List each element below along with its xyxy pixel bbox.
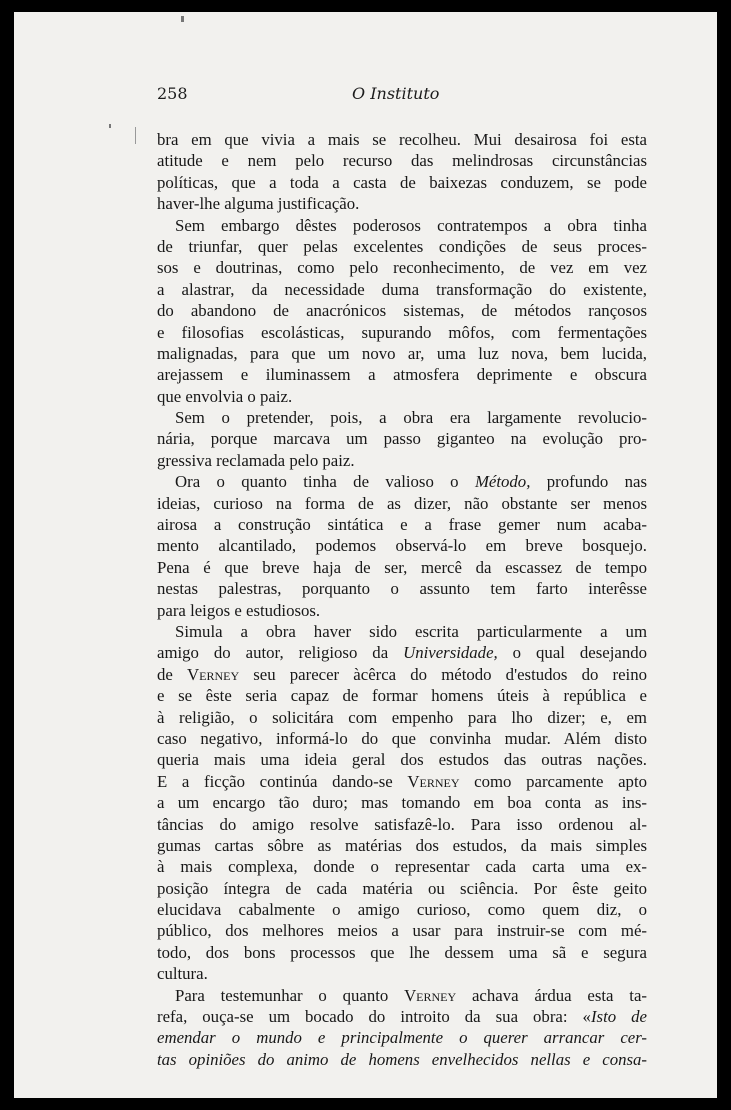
text-line — [157, 771, 647, 792]
text-line: Sem o pretender, pois, a obra era largamente revolucio- — [175, 408, 647, 428]
book-page — [14, 12, 717, 1098]
text-line: Sem embargo dêstes poderosos contratempos a obra tinha — [175, 215, 647, 235]
margin-rule — [135, 127, 136, 144]
italic-text: emendar o mundo e principalmente o querer arrancar cer- — [157, 1028, 647, 1048]
small-caps-text: Verney — [407, 771, 460, 791]
text-line: público, dos melhores meios a usar para instruir-se com mé- — [157, 921, 647, 941]
small-caps-text: Verney — [187, 664, 240, 684]
italic-text: Método, — [474, 472, 531, 492]
text-line: à mais complexa, donde o representar cada carta uma ex- — [157, 857, 647, 877]
margin-tick — [109, 124, 111, 128]
italic-text: tas opiniões do animo de homens envelhecidos nellas e consa- — [157, 1049, 647, 1069]
text-line: Pena é que breve haja de ser, mercê da escassez de tempo — [157, 557, 647, 577]
text-line: queria mais uma ideia geral dos estudos das outras nações. — [157, 750, 647, 770]
italic-text: Isto de — [590, 1007, 647, 1027]
text-line: e se êste seria capaz de formar homens úteis à república e — [157, 686, 647, 706]
text-line: e filosofias escolásticas, supurando môfos, com fermentações — [157, 322, 647, 342]
text-line: que envolvia o paiz. — [157, 386, 293, 406]
text-segment: seu parecer àcêrca do método d'estudos do reino — [239, 664, 647, 684]
text-line: a alastrar, da necessidade duma transformação do existente, — [157, 279, 647, 299]
text-line: Simula a obra haver sido escrita particularmente a um — [175, 621, 647, 641]
text-segment: como parcamente apto — [459, 771, 647, 791]
small-caps-text: Verney — [404, 985, 457, 1005]
text-line: airosa a construção sintática e a frase gemer num acaba- — [157, 515, 647, 535]
text-line: de triunfar, quer pelas excelentes condições de seus proces- — [157, 236, 647, 256]
text-line — [157, 985, 647, 1006]
text-segment: achava árdua esta ta- — [456, 985, 647, 1005]
text-line: nária, porque marcava um passo giganteo na evolução pro- — [157, 429, 647, 449]
text-line: do abandono de anacrónicos sistemas, de métodos rançosos — [157, 301, 647, 321]
page-number: 258 — [157, 84, 188, 103]
text-segment: profundo nas — [530, 472, 647, 492]
text-line: bra em que vivia a mais se recolheu. Mui desairosa foi esta — [157, 130, 647, 149]
text-line: todo, dos bons processos que lhe dessem uma sã e segura — [157, 942, 647, 962]
text-segment: refa, ouça-se um bocado do introito da sua obra: « — [157, 1007, 591, 1027]
body-text — [157, 129, 647, 1070]
text-line: políticas, que a toda a casta de baixezas conduzem, se pode — [157, 172, 647, 192]
text-line: mento alcantilado, podemos observá-lo em breve bosquejo. — [157, 536, 647, 556]
margin-speck — [181, 16, 184, 22]
text-line — [157, 1027, 647, 1048]
text-line: gumas cartas sôbre as matérias dos estudos, da mais simples — [157, 835, 647, 855]
text-line: à religião, o solicitára com empenho para lho dizer; e, em — [157, 707, 647, 727]
text-line: para leigos e estudiosos. — [157, 600, 321, 620]
running-title: O Instituto — [352, 84, 440, 103]
text-line: sos e doutrinas, como pelo reconhecimento, de vez em vez — [157, 258, 647, 278]
text-line: posição íntegra de cada matéria ou sciência. Por êste geito — [157, 878, 647, 898]
text-segment: de — [157, 664, 187, 684]
text-line — [157, 1006, 647, 1027]
text-line — [157, 664, 647, 685]
text-line: atitude e nem pelo recurso das melindrosas circunstâncias — [157, 151, 647, 171]
text-line: haver-lhe alguma justificação. — [157, 194, 360, 214]
text-line: arejassem e iluminassem a atmosfera deprimente e obscura — [157, 365, 647, 385]
text-segment: o qual desejando — [497, 643, 647, 663]
text-line: ideias, curioso na forma de as dizer, não obstante ser menos — [157, 493, 647, 513]
text-line — [157, 642, 647, 663]
text-line — [157, 1049, 647, 1070]
text-segment: Para testemunhar o quanto — [175, 985, 405, 1005]
text-line: gressiva reclamada pelo paiz. — [157, 450, 355, 470]
text-line: cultura. — [157, 964, 208, 984]
italic-text: Universidade, — [403, 643, 498, 663]
text-line: tâncias do amigo resolve satisfazê-lo. Para isso ordenou al- — [157, 814, 647, 834]
text-segment: amigo do autor, religioso da — [157, 643, 404, 663]
text-line — [157, 471, 647, 492]
text-segment: Ora o quanto tinha de valioso o — [175, 472, 475, 492]
text-segment: E a ficção continúa dando-se — [157, 771, 408, 791]
text-line: malignadas, para que um novo ar, uma luz nova, bem lucida, — [157, 343, 647, 363]
text-line: caso negativo, informá-lo do que convinha mudar. Além disto — [157, 728, 647, 748]
text-line: elucidava cabalmente o amigo curioso, como quem diz, o — [157, 900, 647, 920]
text-line: a um encargo tão duro; mas tomando em boa conta as ins- — [157, 793, 647, 813]
page-header — [157, 78, 647, 106]
text-line: nestas palestras, porquanto o assunto tem farto interêsse — [157, 579, 647, 599]
